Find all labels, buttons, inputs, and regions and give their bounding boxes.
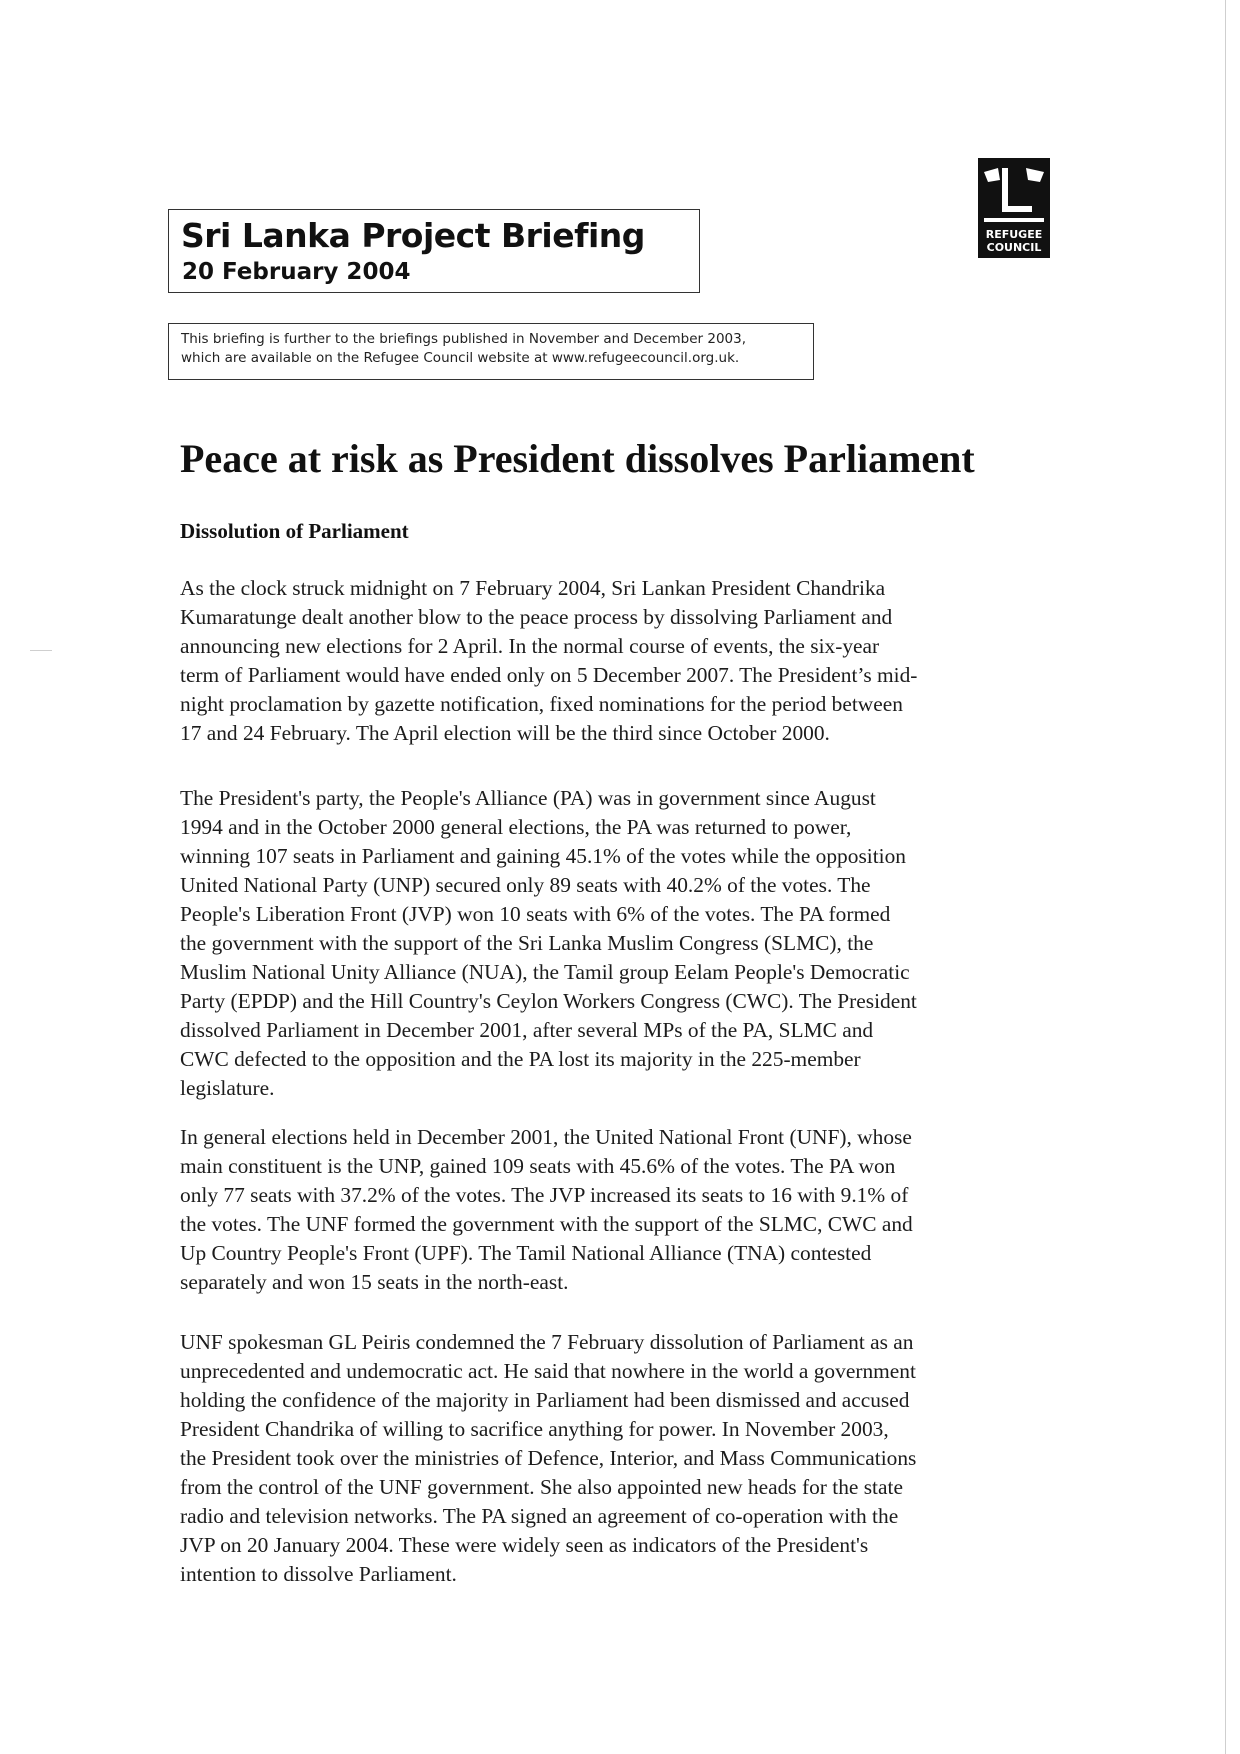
briefing-note-box: [168, 323, 814, 380]
paragraph-line: radio and television networks. The PA signed an agreement of co-operation with the: [180, 1504, 899, 1528]
paragraph-line: separately and won 15 seats in the north-east.: [180, 1270, 569, 1294]
paragraph-line: 17 and 24 February. The April election will be the third since October 2000.: [180, 721, 830, 745]
article-paragraph-1: [180, 574, 1060, 748]
note-line: which are available on the Refugee Council website at www.refugeecouncil.org.uk.: [181, 350, 740, 366]
briefing-date: 20 February 2004: [182, 259, 411, 285]
paragraph-line: the President took over the ministries of Defence, Interior, and Mass Communications: [180, 1446, 917, 1470]
logo-text-council: COUNCIL: [986, 241, 1042, 254]
scan-edge-line: [1225, 0, 1226, 1754]
scan-mark: [30, 650, 52, 651]
paragraph-line: Up Country People's Front (UPF). The Tamil National Alliance (TNA) contested: [180, 1241, 872, 1265]
paragraph-line: Party (EPDP) and the Hill Country's Ceylon Workers Congress (CWC). The President: [180, 989, 917, 1013]
paragraph-line: unprecedented and undemocratic act. He said that nowhere in the world a government: [180, 1359, 916, 1383]
paragraph-line: dissolved Parliament in December 2001, after several MPs of the PA, SLMC and: [180, 1018, 874, 1042]
section-heading: Dissolution of Parliament: [180, 519, 409, 543]
refugee-council-logo: [978, 158, 1050, 258]
paragraph-line: the government with the support of the Sri Lanka Muslim Congress (SLMC), the: [180, 931, 874, 955]
refugee-council-logo-icon: [978, 158, 1050, 258]
note-line: This briefing is further to the briefings published in November and December 2003,: [181, 331, 747, 347]
paragraph-line: Muslim National Unity Alliance (NUA), the Tamil group Eelam People's Democratic: [180, 960, 910, 984]
logo-text-refugee: REFUGEE: [985, 228, 1043, 241]
paragraph-line: night proclamation by gazette notification, fixed nominations for the period between: [180, 692, 903, 716]
paragraph-line: holding the confidence of the majority in Parliament had been dismissed and accused: [180, 1388, 910, 1412]
paragraph-line: People's Liberation Front (JVP) won 10 seats with 6% of the votes. The PA formed: [180, 902, 891, 926]
paragraph-line: In general elections held in December 2001, the United National Front (UNF), whose: [180, 1125, 912, 1149]
briefing-title: Sri Lanka Project Briefing: [181, 216, 645, 255]
paragraph-line: announcing new elections for 2 April. In the normal course of events, the six-year: [180, 634, 880, 658]
paragraph-line: the votes. The UNF formed the government with the support of the SLMC, CWC and: [180, 1212, 913, 1236]
paragraph-line: President Chandrika of willing to sacrifice anything for power. In November 2003,: [180, 1417, 889, 1441]
paragraph-line: JVP on 20 January 2004. These were widely seen as indicators of the President's: [180, 1533, 869, 1557]
paragraph-line: UNF spokesman GL Peiris condemned the 7 February dissolution of Parliament as an: [180, 1330, 914, 1354]
paragraph-line: only 77 seats with 37.2% of the votes. The JVP increased its seats to 16 with 9.1% of: [180, 1183, 909, 1207]
paragraph-line: legislature.: [180, 1076, 275, 1100]
paragraph-line: United National Party (UNP) secured only 89 seats with 40.2% of the votes. The: [180, 873, 871, 897]
article-paragraph-3: [180, 1123, 1060, 1297]
paragraph-line: from the control of the UNF government. She also appointed new heads for the state: [180, 1475, 903, 1499]
article-paragraph-2: [180, 784, 1060, 1103]
paragraph-line: intention to dissolve Parliament.: [180, 1562, 457, 1586]
paragraph-line: 1994 and in the October 2000 general elections, the PA was returned to power,: [180, 815, 852, 839]
briefing-title-box: [168, 209, 700, 293]
paragraph-line: term of Parliament would have ended only on 5 December 2007. The President’s mid-: [180, 663, 918, 687]
paragraph-line: main constituent is the UNP, gained 109 seats with 45.6% of the votes. The PA won: [180, 1154, 896, 1178]
paragraph-line: winning 107 seats in Parliament and gaining 45.1% of the votes while the opposition: [180, 844, 906, 868]
paragraph-line: As the clock struck midnight on 7 February 2004, Sri Lankan President Chandrika: [180, 576, 886, 600]
paragraph-line: The President's party, the People's Alliance (PA) was in government since August: [180, 786, 876, 810]
article-headline: Peace at risk as President dissolves Parliament: [180, 436, 975, 481]
article-paragraph-4: [180, 1328, 1060, 1589]
paragraph-line: CWC defected to the opposition and the PA lost its majority in the 225-member: [180, 1047, 861, 1071]
paragraph-line: Kumaratunge dealt another blow to the peace process by dissolving Parliament and: [180, 605, 893, 629]
